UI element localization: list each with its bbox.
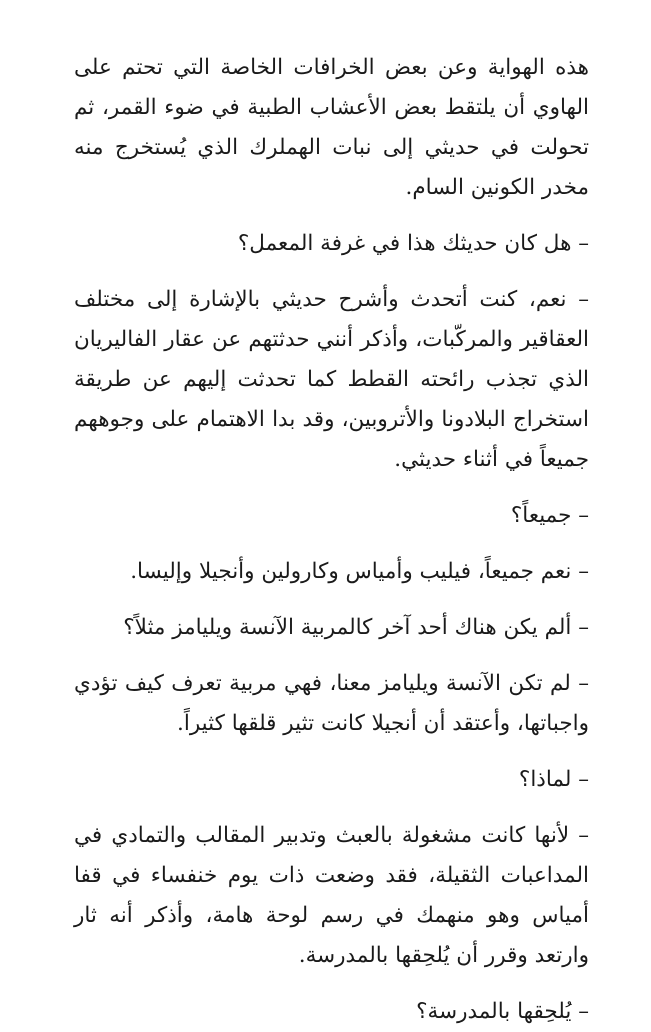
paragraph-question-school: – يُلحِقها بالمدرسة؟ [416,999,589,1024]
paragraph-answer-names: – نعم جميعاً، فيليب وأمياس وكارولين وأنجيلا وإليسا. [130,559,589,584]
paragraph-question-lab-talk: – هل كان حديثك هذا في غرفة المعمل؟ [237,231,589,256]
paragraph-answer-drugs: – نعم، كنت أتحدث وأشرح حديثي بالإشارة إلى مختلف العقاقير والمركّبات، وأذكر أنني حدثتهم عن عقار الفاليريان الذي تجذب رائحته القطط كما تحدثت إليهم عن طريقة استخراج البلادونا والأتروبين، وقد بدا الاهتمام على وجوههم جميعاً في أثناء حديثي. [74,287,589,472]
paragraph-answer-governess: – لم تكن الآنسة ويليامز معنا، فهي مربية تعرف كيف تؤدي واجباتها، وأعتقد أن أنجيلا كانت تثير قلقها كثيراً. [74,671,589,736]
paragraph-question-all: – جميعاً؟ [510,503,589,528]
paragraph-question-governess: – ألم يكن هناك أحد آخر كالمربية الآنسة ويليامز مثلاً؟ [123,615,589,640]
paragraph-question-why: – لماذا؟ [518,767,589,792]
paragraph-narration: هذه الهواية وعن بعض الخرافات الخاصة التي تحتم على الهاوي أن يلتقط بعض الأعشاب الطبية في ضوء القمر، ثم تحولت في حديثي إلى نبات الهملرك الذي يُستخرج منه مخدر الكونين السام. [74,55,589,200]
paragraph-answer-pranks: – لأنها كانت مشغولة بالعبث وتدبير المقالب والتمادي في المداعبات الثقيلة، فقد وضعت ذات يوم خنفساء في قفا أمياس وهو منهمك في رسم لوحة هامة، وأذكر أنه ثار وارتعد وقرر أن يُلحِقها بالمدرسة. [74,823,589,968]
